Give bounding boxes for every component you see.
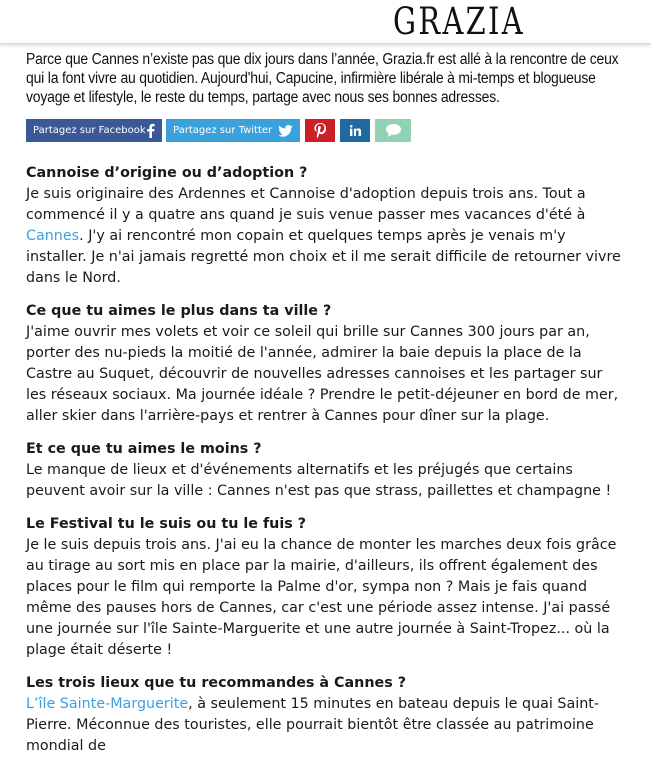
share-twitter-label: Partagez sur Twitter	[173, 125, 273, 136]
linkedin-icon	[350, 125, 361, 136]
section-question: Le Festival tu le suis ou tu le fuis ?	[26, 516, 307, 532]
share-comment-button[interactable]	[375, 119, 411, 142]
section-answer: J'aime ouvrir mes volets et voir ce soleil qui brille sur Cannes 300 jours par an, porter des nu-pieds la moitié de l'année, admirer la baie depuis la place de la Castre au Suquet, découvrir de nouvelles adresses cannoises et les partager sur les réseaux sociaux. Ma journée idéale ? Prendre le petit-déjeuner en bord de mer, aller skier dans l'arrière-pays et rentrer à Cannes pour dîner sur la plage.	[26, 324, 619, 424]
answer-text: Je suis originaire des Ardennes et Cannoise d'adoption depuis trois ans. Tout a commencé il y a quatre ans quand je suis venue passer mes vacances d'été à	[26, 186, 586, 223]
article-intro: Parce que Cannes n’existe pas que dix jours dans l’année, Grazia.fr est allé à la rencontre de ceux qui la font vivre au quotidien. Aujourd'hui, Capucine, infirmière libérale à mi-temps et blogueuse voyage et lifestyle, le reste du temps, partage avec nous ses bonnes adresses.	[26, 51, 619, 106]
share-pinterest-button[interactable]	[305, 119, 335, 142]
section-answer: Je le suis depuis trois ans. J'ai eu la chance de monter les marches deux fois grâce au tirage au sort mis en place par la mairie, d'ailleurs, ils offrent également des places pour le film qui remporte la Palme d'or, sympa non ? Mais je fais quand même des pauses hors de Cannes, car c'est une période assez intense. J'ai passé une journée sur l'île Sainte-Marguerite et une autre journée à Saint-Tropez... où la plage était déserte !	[26, 537, 617, 658]
pinterest-icon	[314, 123, 326, 138]
section-question: Les trois lieux que tu recommandes à Cannes ?	[26, 675, 407, 691]
section-answer	[26, 694, 626, 757]
cannes-link[interactable]: Cannes	[26, 228, 80, 244]
article-body	[26, 163, 626, 769]
site-header	[0, 0, 651, 44]
section-answer: Le manque de lieux et d'événements alternatifs et les préjugés que certains peuvent avoir sur la ville : Cannes n'est pas que strass, paillettes et champagne !	[26, 462, 612, 499]
grazia-logo[interactable]: GRAZIA	[393, 0, 525, 43]
section-question: Et ce que tu aimes le moins ?	[26, 441, 262, 457]
share-linkedin-button[interactable]	[340, 119, 370, 142]
answer-text: . J'y ai rencontré mon copain et quelques temps après je venais m'y installer. Je n'ai jamais regretté mon choix et il me serait difficile de retourner vivre dans le Nord.	[26, 228, 621, 286]
share-facebook-button[interactable]	[26, 119, 162, 142]
section-question: Cannoise d’origine ou d’adoption ?	[26, 165, 308, 181]
comment-bubble-icon	[386, 124, 401, 137]
facebook-icon	[146, 119, 155, 142]
answer-text: , à seulement 15 minutes en bateau depuis le quai Saint-Pierre. Méconnue des touristes, elle pourrait bientôt être classée au patrimoine mondial de	[26, 696, 600, 754]
ile-sainte-marguerite-link[interactable]: L’île Sainte-Marguerite	[26, 696, 189, 712]
section-question: Ce que tu aimes le plus dans ta ville ?	[26, 303, 332, 319]
section-answer	[26, 184, 626, 289]
share-twitter-button[interactable]	[166, 119, 300, 142]
twitter-icon	[278, 119, 293, 142]
share-facebook-label: Partagez sur Facebook	[33, 125, 146, 136]
